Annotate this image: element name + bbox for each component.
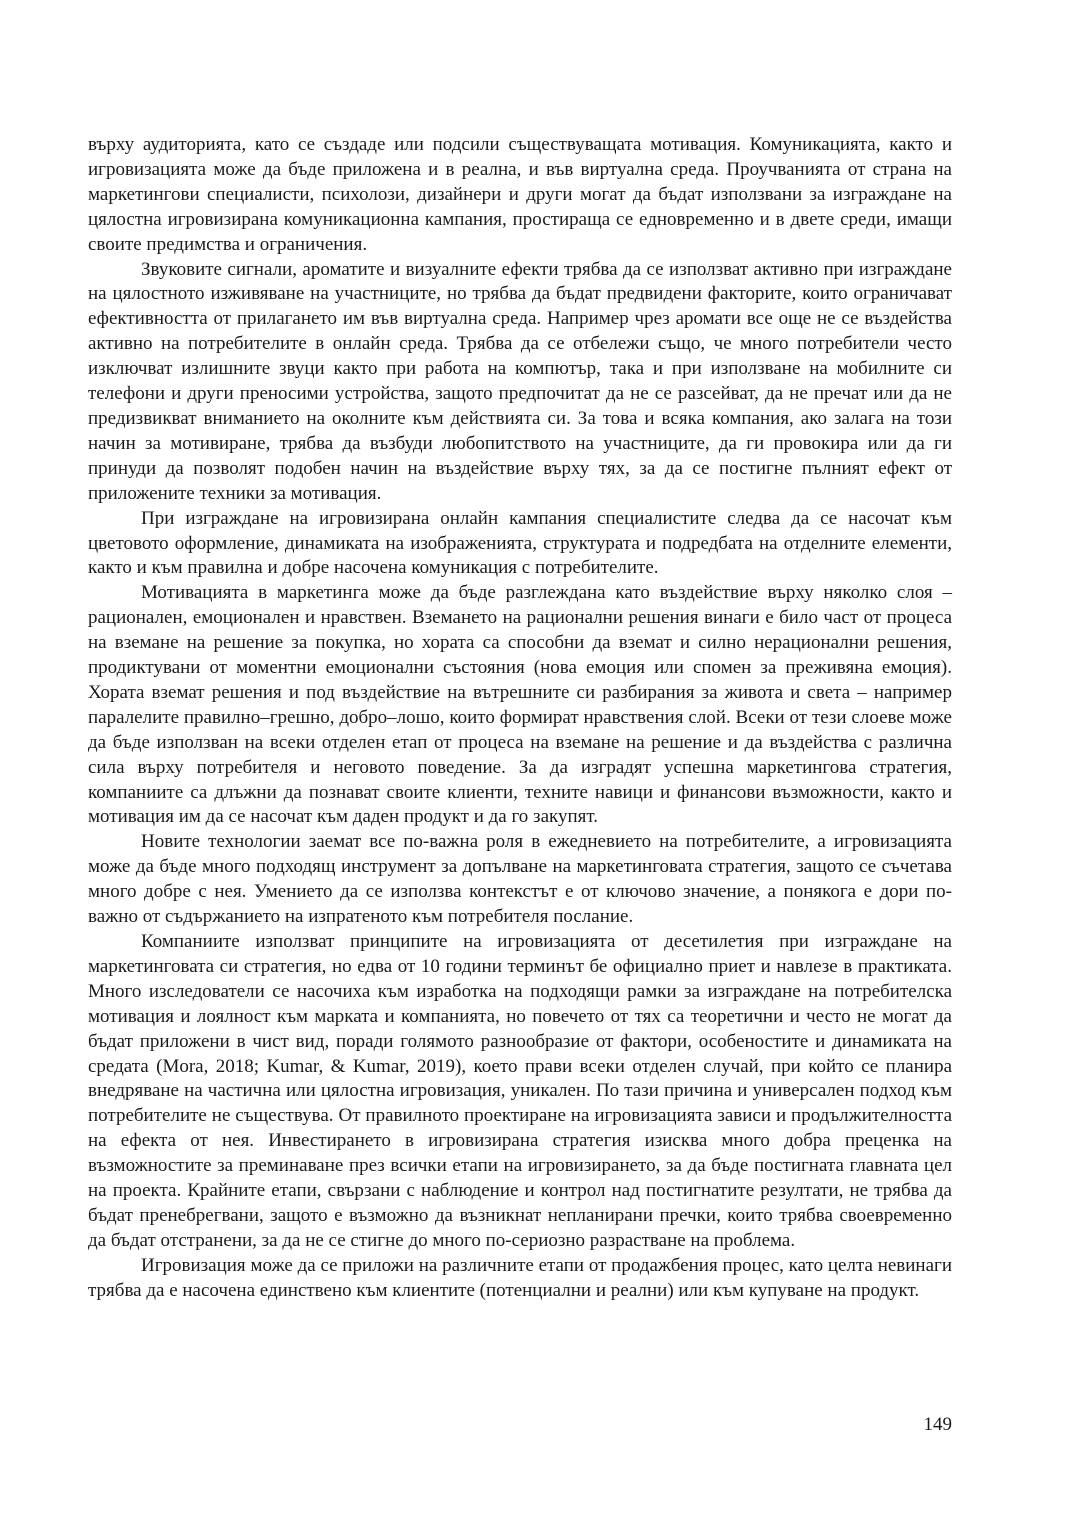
paragraph-2: Звуковите сигнали, ароматите и визуалните ефекти трябва да се използват активно при изграждане на цялостното изживяване на участниците, но трябва да бъдат предвидени факторите, които ограничават ефективността от прилагането им във виртуална среда. Например чрез аромати все още не се въздейства активно на потребителите в онлайн среда. Трябва да се отбележи също, че много потребители често изключват излишните звуци както при работа на компютър, така и при използване на мобилните си телефони и други преносими устройства, защото предпочитат да не се разсейват, да не пречат или да не предизвикват вниманието на околните към действията си. За това и всяка компания, ако залага на този начин за мотивиране, трябва да възбуди любопитството на участниците, да ги провокира или да ги принуди да позволят подобен начин на въздействие върху тях, за да се постигне пълният ефект от приложените техники за мотивация. [88,258,952,504]
paragraph-4: Мотивацията в маркетинга може да бъде разглеждана като въздействие върху няколко слоя – рационален, емоционален и нравствен. Вземането на рационални решения винаги е било част от процеса на вземане на решение за покупка, но хората са способни да вземат и силно нерационални решения, продиктувани от моментни емоционални състояния (нова емоция или спомен за преживяна емоция). Хората вземат решения и под въздействие на вътрешните си разбирания за живота и света – например паралелите правилно–грешно, добро–лошо, които формират нравствения слой. Всеки от тези слоеве може да бъде използван на всеки отделен етап от процеса на вземане на решение и да въздейства с различна сила върху потребителя и неговото поведение. За да изградят успешна маркетингова стратегия, компаниите са длъжни да познават своите клиенти, техните навици и финансови възможности, както и мотивация им да се насочат към даден продукт и да го закупят. [88,582,952,828]
page-number: 149 [923,1414,952,1435]
paragraph-7: Игровизация може да се приложи на различните етапи от продажбения процес, като целта невинаги трябва да е насочена единствено към клиентите (потенциални и реални) или към купуване на продукт. [88,1254,952,1301]
paragraph-1: върху аудиторията, като се създаде или подсили съществуващата мотивация. Комуникацията, както и игровизацията може да бъде приложена и в реална, и във виртуална среда. Проучванията от страна на маркетингови специалисти, психолози, дизайнери и други могат да бъдат използвани за изграждане на цялостна игровизирана комуникационна кампания, простираща се едновременно и в двете среди, имащи своите предимства и ограничения. [88,134,952,255]
paragraph-3: При изграждане на игровизирана онлайн кампания специалистите следва да се насочат към цветовото оформление, динамиката на изображенията, структурата и подредбата на отделните елементи, както и към правилна и добре насочена комуникация с потребителите. [88,507,952,579]
page-body [88,133,952,1304]
paragraph-5: Новите технологии заемат все по-важна роля в ежедневието на потребителите, а игровизацията може да бъде много подходящ инструмент за допълване на маркетинговата стратегия, защото се съчетава много добре с нея. Умението да се използва контекстът е от ключово значение, а понякога е дори по-важно от съдържанието на изпратеното към потребителя послание. [88,831,952,928]
paragraph-6: Компаниите използват принципите на игровизацията от десетилетия при изграждане на маркетинговата си стратегия, но едва от 10 години терминът бе официално приет и навлезе в практиката. Много изследователи се насочиха към изработка на подходящи рамки за изграждане на потребителска мотивация и лоялност към марката и компанията, но повечето от тях са теоретични и често не могат да бъдат приложени в чист вид, поради голямото разнообразие от фактори, особеностите и динамиката на средата (Mora, 2018; Kumar, & Kumar, 2019), което прави всеки отделен случай, при който се планира внедряване на частична или цялостна игровизация, уникален. По тази причина и универсален подход към потребителите не съществува. От правилното проектиране на игровизацията зависи и продължителността на ефекта от нея. Инвестирането в игровизирана стратегия изисква много добра преценка на възможностите за преминаване през всички етапи на игровизирането, за да бъде постигната главната цел на проекта. Крайните етапи, свързани с наблюдение и контрол над постигнатите резултати, не трябва да бъдат пренебрегвани, защото е възможно да възникнат непланирани пречки, които трябва своевременно да бъдат отстранени, за да не се стигне до много по-сериозно разрастване на проблема. [88,931,952,1251]
